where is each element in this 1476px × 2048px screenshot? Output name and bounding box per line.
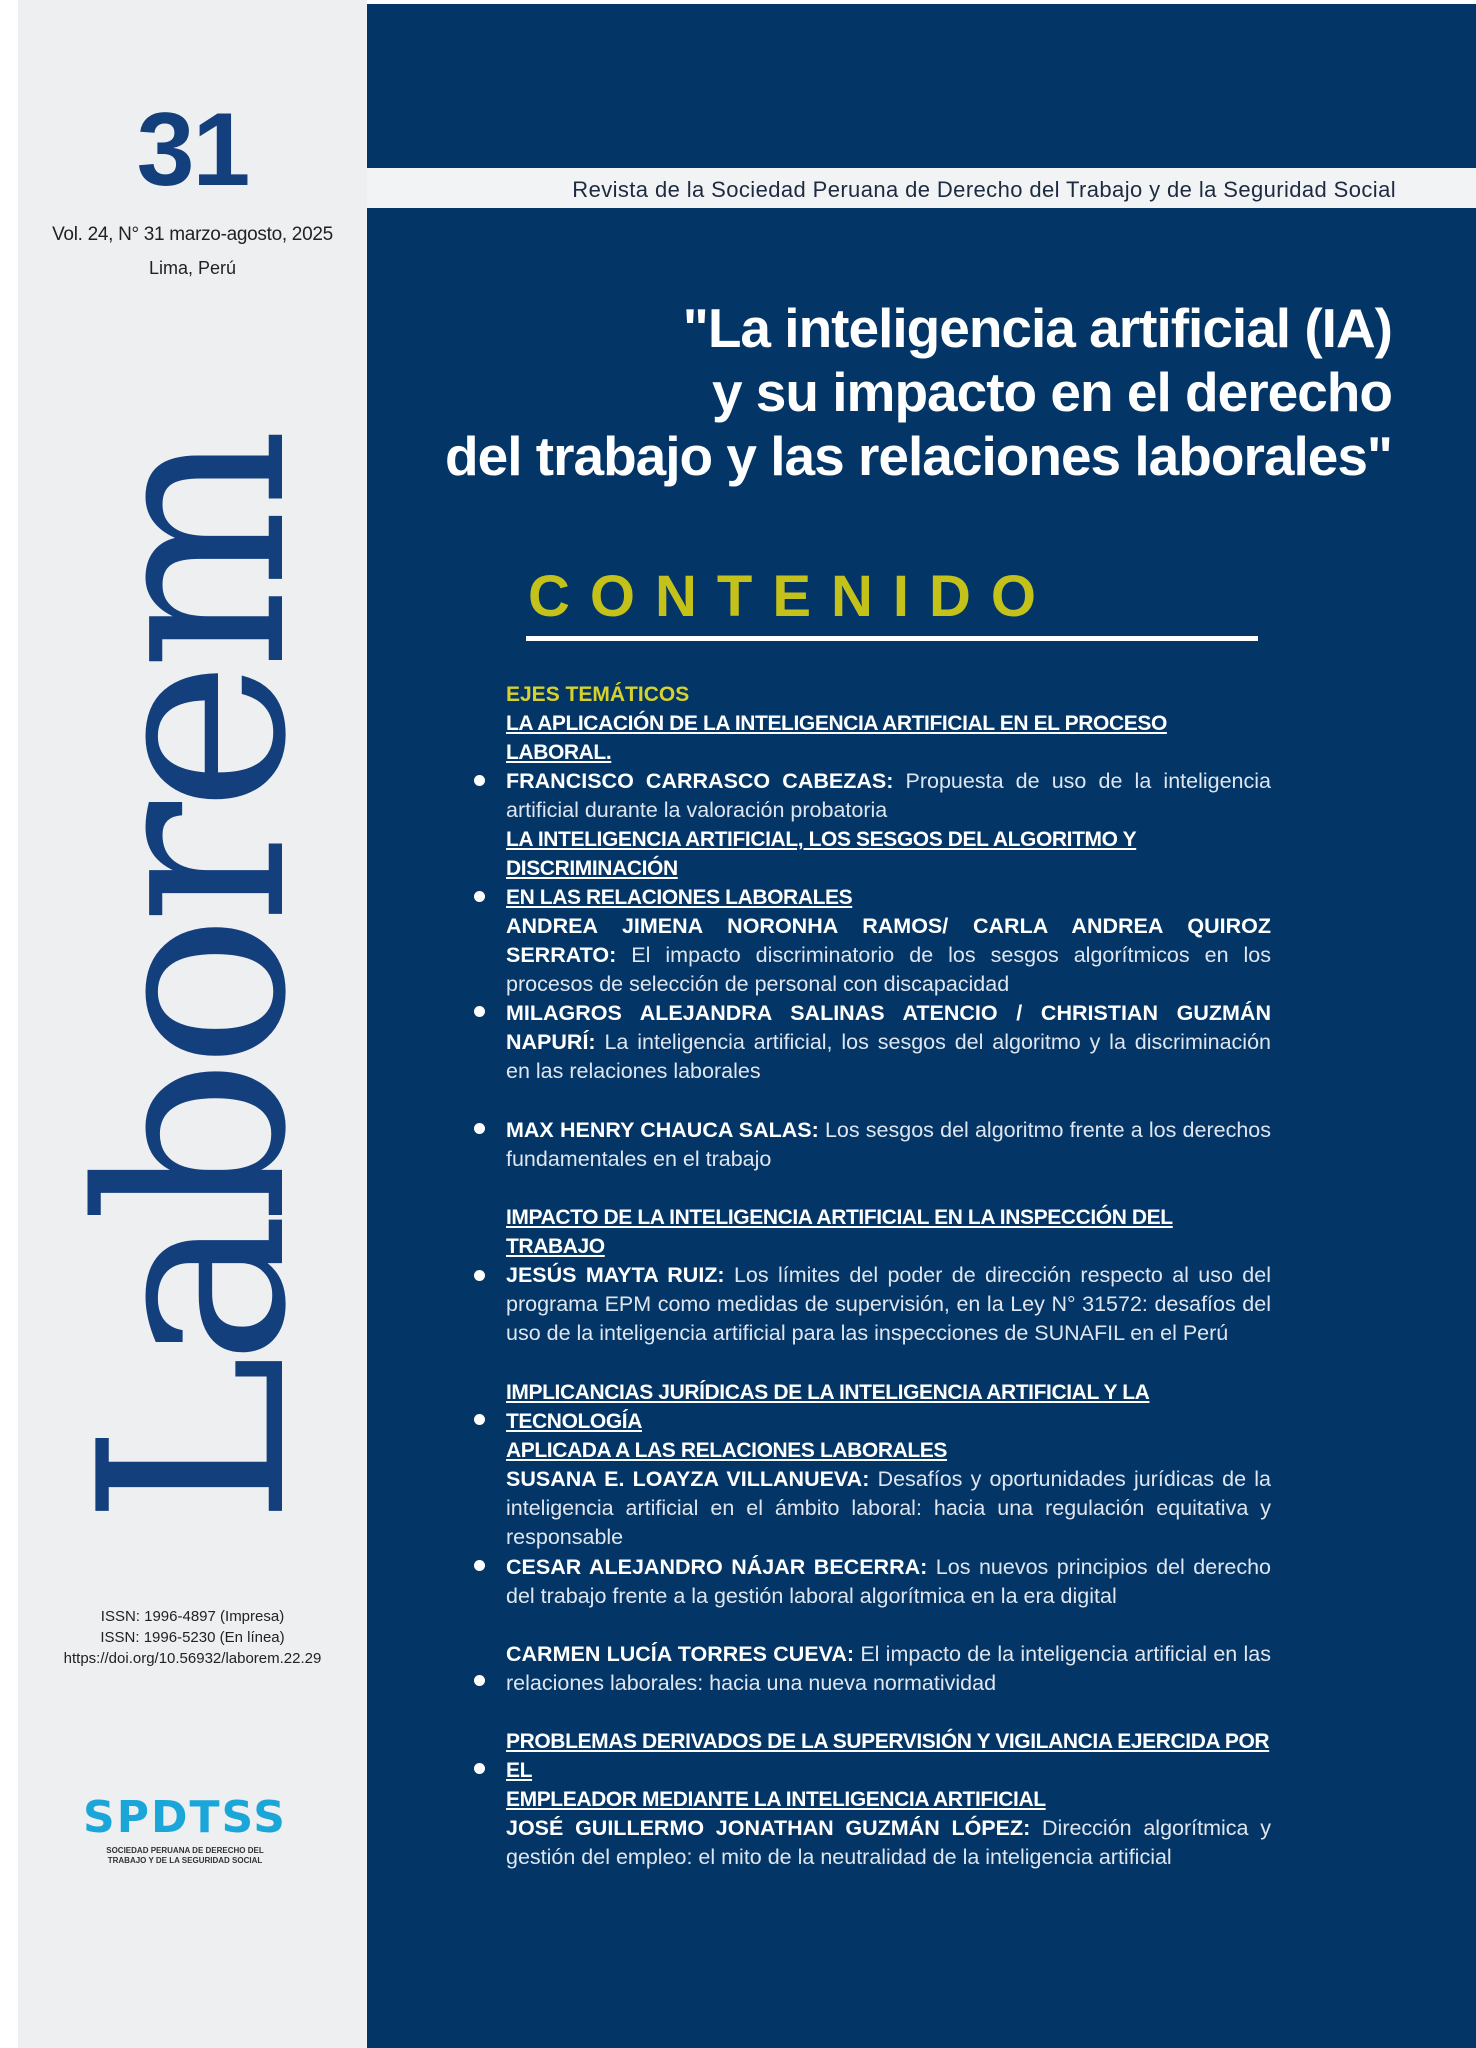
entry-author: MILAGROS ALEJANDRA SALINAS ATENCIO / CHRISTIAN GUZMÁN NAPURÍ: [506,1001,1271,1054]
logo-subtitle [80,1846,290,1866]
journal-subtitle: Revista de la Sociedad Peruana de Derecho del Trabajo y de la Seguridad Social [572,177,1396,202]
issue-title-line-2: y su impacto en el derecho [711,361,1392,423]
bullet-icon [474,1675,485,1686]
entry-body [506,1261,1271,1348]
contents-entry-3 [506,999,1271,1086]
entry-body [506,767,1271,825]
bullet-icon [474,1763,485,1774]
entry-title: Los sesgos del algoritmo frente a los derechos fundamentales en el trabajo [506,1118,1271,1171]
bullet-icon [474,1006,485,1017]
doi-link[interactable]: https://doi.org/10.56932/laborem.22.29 [63,1650,322,1667]
contents-entry-2 [506,825,1271,999]
contents-entry-8 [506,1640,1271,1698]
issn-block [18,1606,367,1669]
entry-body [506,999,1271,1086]
contents-entry-7 [506,1553,1271,1611]
logo-mark: SPDTSS [83,1792,287,1843]
bullet-icon [474,1123,485,1134]
top-divider [367,0,1476,4]
journal-band [367,168,1476,208]
issue-title-line-1: "La inteligencia artificial (IA) [682,297,1392,359]
entry-body [506,1553,1271,1611]
entry-body [506,1640,1271,1698]
entry-title: Los nuevos principios del derecho del trabajo frente a la gestión laboral algorítmica en la era digital [506,1555,1271,1608]
bullet-icon [474,1560,485,1571]
entry-title: Dirección algorítmica y gestión del empleo: el mito de la neutralidad de la inteligencia artificial [506,1816,1271,1869]
bullet-icon [474,891,485,902]
bullet-icon [474,1414,485,1425]
entry-title: Propuesta de uso de la inteligencia artificial durante la valoración probatoria [506,769,1271,822]
entry-author: ANDREA JIMENA NORONHA RAMOS/ CARLA ANDREA QUIROZ SERRATO: [506,914,1271,967]
issn-online: ISSN: 1996-5230 (En línea) [100,1629,285,1646]
issn-print: ISSN: 1996-4897 (Impresa) [100,1608,285,1625]
contents-entry-1 [506,680,1271,825]
volume-line: Vol. 24, N° 31 marzo-agosto, 2025 [52,224,333,245]
entry-author: CARMEN LUCÍA TORRES CUEVA: [506,1642,855,1666]
entry-author: JESÚS MAYTA RUIZ: [506,1263,725,1287]
entry-title: La inteligencia artificial, los sesgos del algoritmo y la discriminación en las relaciones laborales [506,1030,1271,1083]
entry-author: CESAR ALEJANDRO NÁJAR BECERRA: [506,1555,928,1579]
logo-subtitle-line-2: TRABAJO Y DE LA SEGURIDAD SOCIAL [107,1856,263,1865]
logo-subtitle-line-1: SOCIEDAD PERUANA DE DERECHO DEL [106,1846,264,1855]
section-label: EJES TEMÁTICOS [506,683,690,706]
entry-body [506,1814,1271,1872]
entry-author: JOSÉ GUILLERMO JONATHAN GUZMÁN LÓPEZ: [506,1816,1031,1840]
theme-heading: PROBLEMAS DERIVADOS DE LA SUPERVISIÓN Y VIGILANCIA EJERCIDA POR EL [506,1730,1270,1782]
entry-author: FRANCISCO CARRASCO CABEZAS: [506,769,894,793]
contents-divider [526,636,1258,641]
bullet-icon [474,775,485,786]
entry-title: Los límites del poder de dirección respecto al uso del programa EPM como medidas de supervisión, en la Ley N° 31572: desafíos del uso de la inteligencia artificial para las inspecciones de SUNAFIL en el Perú [506,1263,1271,1345]
issue-title-line-3: del trabajo y las relaciones laborales" [445,425,1392,487]
issue-title [392,296,1392,488]
bullet-icon [474,1270,485,1281]
entry-body [506,912,1271,999]
theme-heading-cont: APLICADA A LAS RELACIONES LABORALES [506,1439,948,1462]
theme-heading-cont: EMPLEADOR MEDIANTE LA INTELIGENCIA ARTIFICIAL [506,1788,1046,1811]
entry-author: SUSANA E. LOAYZA VILLANUEVA: [506,1467,870,1491]
theme-heading: LA APLICACIÓN DE LA INTELIGENCIA ARTIFICIAL EN EL PROCESO LABORAL. [506,712,1167,764]
theme-heading: LA INTELIGENCIA ARTIFICIAL, LOS SESGOS DEL ALGORITMO Y DISCRIMINACIÓN [506,828,1137,880]
issue-number: 31 [136,92,249,208]
contents-entry-9 [506,1727,1271,1872]
entry-body [506,1465,1271,1552]
place-line: Lima, Perú [148,258,237,278]
contents-entry-4 [506,1116,1271,1174]
spdtss-logo [80,1792,290,1866]
entry-title: El impacto discriminatorio de los sesgos algorítmicos en los procesos de selección de personal con discapacidad [506,943,1271,996]
contents-entry-5 [506,1203,1271,1348]
theme-heading: IMPLICANCIAS JURÍDICAS DE LA INTELIGENCIA ARTIFICIAL Y LA TECNOLOGÍA [506,1381,1150,1433]
masthead-title: Laborem [45,437,343,1525]
theme-heading-cont: EN LAS RELACIONES LABORALES [506,886,853,909]
contents-entry-6 [506,1378,1271,1552]
entry-body [506,1116,1271,1174]
entry-author: MAX HENRY CHAUCA SALAS: [506,1118,819,1142]
theme-heading: IMPACTO DE LA INTELIGENCIA ARTIFICIAL EN LA INSPECCIÓN DEL TRABAJO [506,1206,1173,1258]
entry-title: El impacto de la inteligencia artificial en las relaciones laborales: hacia una nueva normatividad [506,1642,1271,1695]
contents-heading: CONTENIDO [528,564,1056,629]
entry-title: Desafíos y oportunidades jurídicas de la inteligencia artificial en el ámbito laboral: hacia una regulación equitativa y responsable [506,1467,1272,1549]
